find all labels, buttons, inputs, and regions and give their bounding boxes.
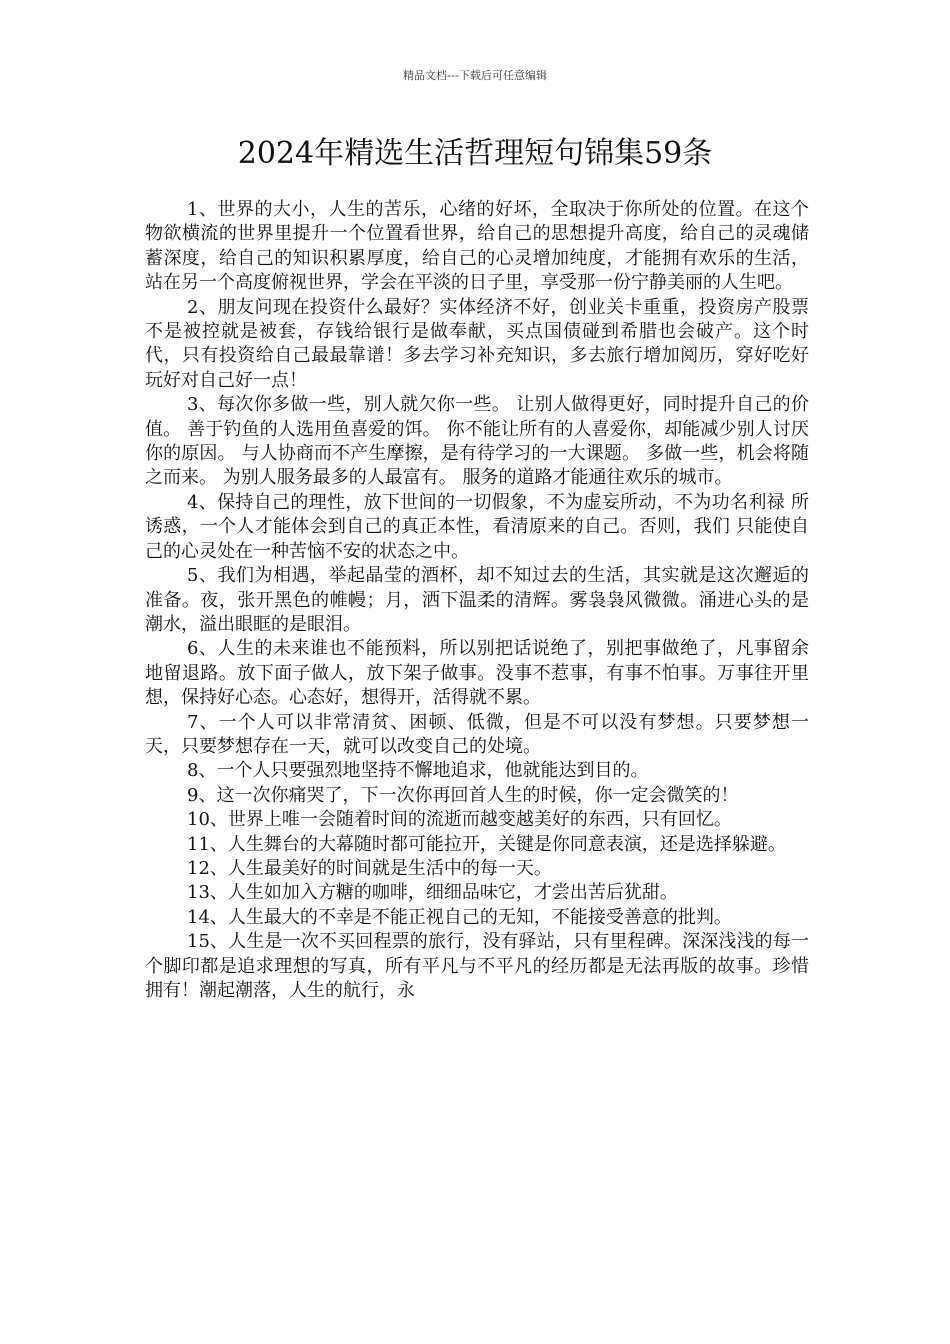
paragraph-5: 5、我们为相遇，举起晶莹的酒杯，却不知过去的生活，其实就是这次邂逅的准备。夜，张开黑色的帷幔；月，洒下温柔的清辉。雾袅袅风微微。涌进心头的是潮水，溢出眼眶的是眼泪。 [145, 565, 809, 635]
paragraph-2: 2、朋友问现在投资什么最好？实体经济不好，创业关卡重重，投资房产股票不是被控就是被套，存钱给银行是做奉献，买点国债碰到希腊也会破产。这个时代，只有投资给自己最最靠谱！多去学习补充知识，多去旅行增加阅历，穿好吃好玩好对自己好一点！ [145, 296, 809, 391]
paragraph-6: 6、人生的未来谁也不能预料，所以别把话说绝了，别把事做绝了，凡事留余地留退路。放下面子做人，放下架子做事。没事不惹事，有事不怕事。万事往开里想，保持好心态。心态好，想得开，活得就不累。 [145, 638, 809, 709]
paragraph-4: 4、保持自己的理性，放下世间的一切假象，不为虚妄所动，不为功名利禄 所诱惑，一个人才能体会到自己的真正本性，看清原来的自己。否则，我们 只能使自己的心灵处在一种苦恼不安的状态之中。 [145, 491, 809, 562]
paragraph-14: 14、人生最大的不幸是不能正视自己的无知，不能接受善意的批判。 [187, 906, 732, 928]
paragraph-12: 12、人生最美好的时间就是生活中的每一天。 [187, 857, 552, 879]
page-header-note: 精品文档---下载后可任意编辑 [403, 69, 547, 82]
paragraph-8: 8、一个人只要强烈地坚持不懈地追求，他就能达到目的。 [187, 760, 649, 782]
paragraph-7: 7、一个人可以非常清贫、困顿、低微，但是不可以没有梦想。只要梦想一天，只要梦想存在一天，就可以改变自己的处境。 [145, 711, 809, 757]
document-title: 2024年精选生活哲理短句锦集59条 [237, 136, 713, 171]
paragraph-11: 11、人生舞台的大幕随时都可能拉开，关键是你同意表演，还是选择躲避。 [187, 833, 786, 855]
paragraph-1: 1、世界的大小，人生的苦乐，心绪的好坏，全取决于你所处的位置。在这个物欲横流的世界里提升一个位置看世界，给自己的思想提升高度，给自己的灵魂储蓄深度，给自己的知识积累厚度，给自己的心灵增加纯度，才能拥有欢乐的生活，站在另一个高度俯视世界，学会在平淡的日子里，享受那一份宁静美丽的人生吧。 [145, 199, 809, 294]
document-body [145, 198, 809, 1003]
paragraph-9: 9、这一次你痛哭了，下一次你再回首人生的时候，你一定会微笑的！ [187, 784, 739, 806]
paragraph-3: 3、每次你多做一些，别人就欠你一些。 让别人做得更好，同时提升自己的价值。 善于钓鱼的人选用鱼喜爱的饵。 你不能让所有的人喜爱你，却能减少别人讨厌你的原因。 与人协商而不产生摩擦，是有待学习的一大课题。 多做一些，机会将随之而来。 为别人服务最多的人最富有。 服务的道路才能通往欢乐的城市。 [145, 394, 809, 489]
paragraph-10: 10、世界上唯一会随着时间的流逝而越变越美好的东西，只有回忆。 [187, 809, 732, 831]
paragraph-15: 15、人生是一次不买回程票的旅行，没有驿站，只有里程碑。深深浅浅的每一个脚印都是追求理想的写真，所有平凡与不平凡的经历都是无法再版的故事。珍惜拥有！潮起潮落，人生的航行，永 [145, 931, 809, 1001]
paragraph-13: 13、人生如加入方糖的咖啡，细细品味它，才尝出苦后犹甜。 [187, 882, 678, 904]
